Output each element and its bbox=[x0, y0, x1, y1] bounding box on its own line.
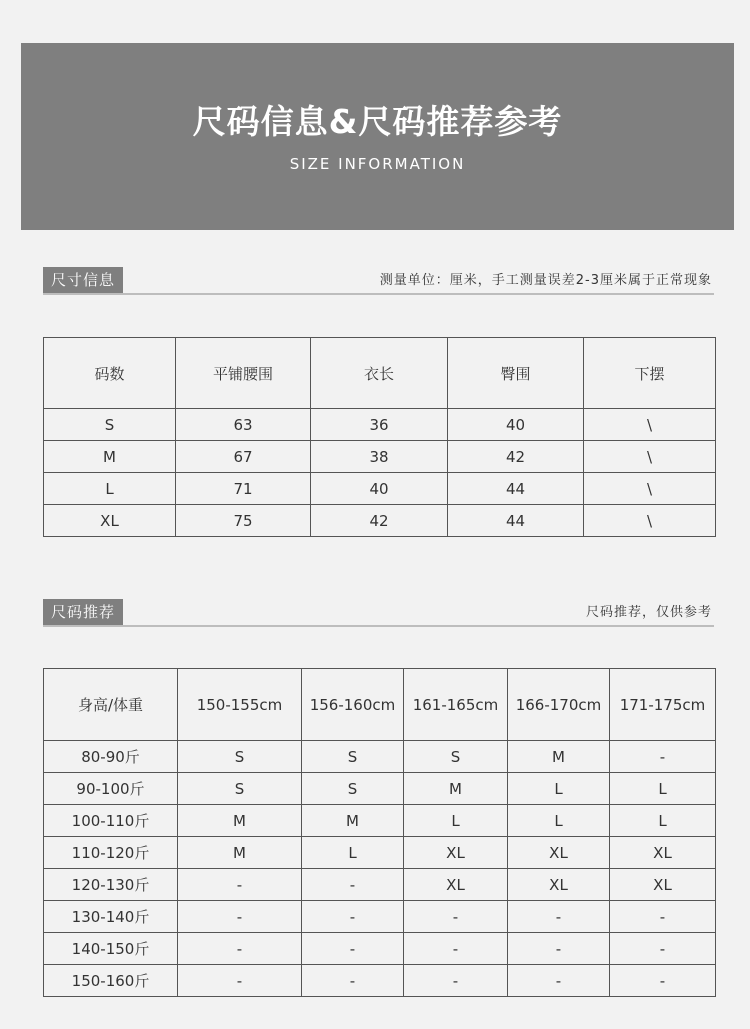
table-cell: M bbox=[404, 773, 508, 805]
column-header: 平铺腰围 bbox=[176, 338, 311, 409]
table-cell: M bbox=[178, 805, 302, 837]
table-cell: L bbox=[44, 473, 176, 505]
table-cell: - bbox=[404, 933, 508, 965]
table-row bbox=[44, 441, 716, 473]
table-cell: 120-130斤 bbox=[44, 869, 178, 901]
table-cell: - bbox=[610, 741, 716, 773]
table-cell: M bbox=[302, 805, 404, 837]
table-row bbox=[44, 837, 716, 869]
table-cell: 36 bbox=[311, 409, 448, 441]
table-cell: 40 bbox=[311, 473, 448, 505]
size-info-header bbox=[43, 267, 714, 295]
table-row bbox=[44, 505, 716, 537]
banner-title: 尺码信息&尺码推荐参考 bbox=[192, 102, 563, 141]
table-cell: \ bbox=[584, 473, 716, 505]
column-header: 161-165cm bbox=[404, 669, 508, 741]
column-header: 156-160cm bbox=[302, 669, 404, 741]
divider bbox=[43, 293, 714, 295]
table-cell: 100-110斤 bbox=[44, 805, 178, 837]
table-cell: XL bbox=[404, 837, 508, 869]
table-row bbox=[44, 473, 716, 505]
table-cell: 150-160斤 bbox=[44, 965, 178, 997]
table-cell: S bbox=[302, 741, 404, 773]
table-cell: 80-90斤 bbox=[44, 741, 178, 773]
table-cell: - bbox=[610, 933, 716, 965]
table-cell: - bbox=[178, 869, 302, 901]
table-cell: M bbox=[44, 441, 176, 473]
size-recommendation-table bbox=[43, 668, 716, 997]
divider bbox=[43, 625, 714, 627]
table-cell: 44 bbox=[448, 505, 584, 537]
table-cell: - bbox=[508, 901, 610, 933]
table-cell: - bbox=[302, 869, 404, 901]
table-cell: - bbox=[610, 901, 716, 933]
table-cell: 40 bbox=[448, 409, 584, 441]
table-cell: S bbox=[302, 773, 404, 805]
table-cell: XL bbox=[610, 869, 716, 901]
table-cell: 130-140斤 bbox=[44, 901, 178, 933]
table-cell: \ bbox=[584, 505, 716, 537]
size-info-table bbox=[43, 337, 716, 537]
size-info-tag: 尺寸信息 bbox=[43, 267, 123, 293]
table-cell: 67 bbox=[176, 441, 311, 473]
table-cell: - bbox=[178, 901, 302, 933]
table-row bbox=[44, 933, 716, 965]
size-rec-note: 尺码推荐，仅供参考 bbox=[585, 605, 712, 620]
table-cell: XL bbox=[610, 837, 716, 869]
table-cell: 63 bbox=[176, 409, 311, 441]
table-cell: 110-120斤 bbox=[44, 837, 178, 869]
column-header: 衣长 bbox=[311, 338, 448, 409]
table-cell: S bbox=[404, 741, 508, 773]
table-cell: XL bbox=[404, 869, 508, 901]
table-cell: S bbox=[178, 773, 302, 805]
table-header-row bbox=[44, 338, 716, 409]
table-cell: 38 bbox=[311, 441, 448, 473]
table-cell: 75 bbox=[176, 505, 311, 537]
table-cell: - bbox=[404, 901, 508, 933]
table-row bbox=[44, 965, 716, 997]
table-cell: L bbox=[610, 805, 716, 837]
table-cell: L bbox=[404, 805, 508, 837]
table-cell: \ bbox=[584, 409, 716, 441]
table-cell: - bbox=[508, 965, 610, 997]
table-cell: 42 bbox=[311, 505, 448, 537]
table-cell: S bbox=[44, 409, 176, 441]
table-cell: XL bbox=[44, 505, 176, 537]
table-row bbox=[44, 805, 716, 837]
table-cell: M bbox=[178, 837, 302, 869]
size-rec-header bbox=[43, 599, 714, 627]
table-cell: 90-100斤 bbox=[44, 773, 178, 805]
table-cell: - bbox=[302, 965, 404, 997]
column-header: 下摆 bbox=[584, 338, 716, 409]
table-cell: 71 bbox=[176, 473, 311, 505]
banner-subtitle: SIZE INFORMATION bbox=[289, 155, 466, 173]
table-cell: L bbox=[508, 805, 610, 837]
table-cell: - bbox=[178, 933, 302, 965]
table-cell: XL bbox=[508, 869, 610, 901]
title-banner bbox=[21, 43, 734, 230]
table-row bbox=[44, 773, 716, 805]
column-header: 150-155cm bbox=[178, 669, 302, 741]
table-cell: L bbox=[610, 773, 716, 805]
table-row bbox=[44, 741, 716, 773]
table-cell: L bbox=[508, 773, 610, 805]
table-cell: - bbox=[610, 965, 716, 997]
column-header: 身高/体重 bbox=[44, 669, 178, 741]
table-cell: \ bbox=[584, 441, 716, 473]
table-cell: - bbox=[302, 901, 404, 933]
size-info-note: 测量单位：厘米，手工测量误差2-3厘米属于正常现象 bbox=[379, 273, 712, 288]
table-cell: L bbox=[302, 837, 404, 869]
table-cell: S bbox=[178, 741, 302, 773]
column-header: 171-175cm bbox=[610, 669, 716, 741]
table-row bbox=[44, 869, 716, 901]
size-rec-tag: 尺码推荐 bbox=[43, 599, 123, 625]
table-cell: 42 bbox=[448, 441, 584, 473]
table-cell: 44 bbox=[448, 473, 584, 505]
table-cell: XL bbox=[508, 837, 610, 869]
table-row bbox=[44, 901, 716, 933]
column-header: 臀围 bbox=[448, 338, 584, 409]
table-cell: 140-150斤 bbox=[44, 933, 178, 965]
table-cell: - bbox=[302, 933, 404, 965]
table-cell: - bbox=[178, 965, 302, 997]
table-cell: M bbox=[508, 741, 610, 773]
column-header: 166-170cm bbox=[508, 669, 610, 741]
table-cell: - bbox=[508, 933, 610, 965]
table-cell: - bbox=[404, 965, 508, 997]
column-header: 码数 bbox=[44, 338, 176, 409]
table-row bbox=[44, 409, 716, 441]
table-header-row bbox=[44, 669, 716, 741]
